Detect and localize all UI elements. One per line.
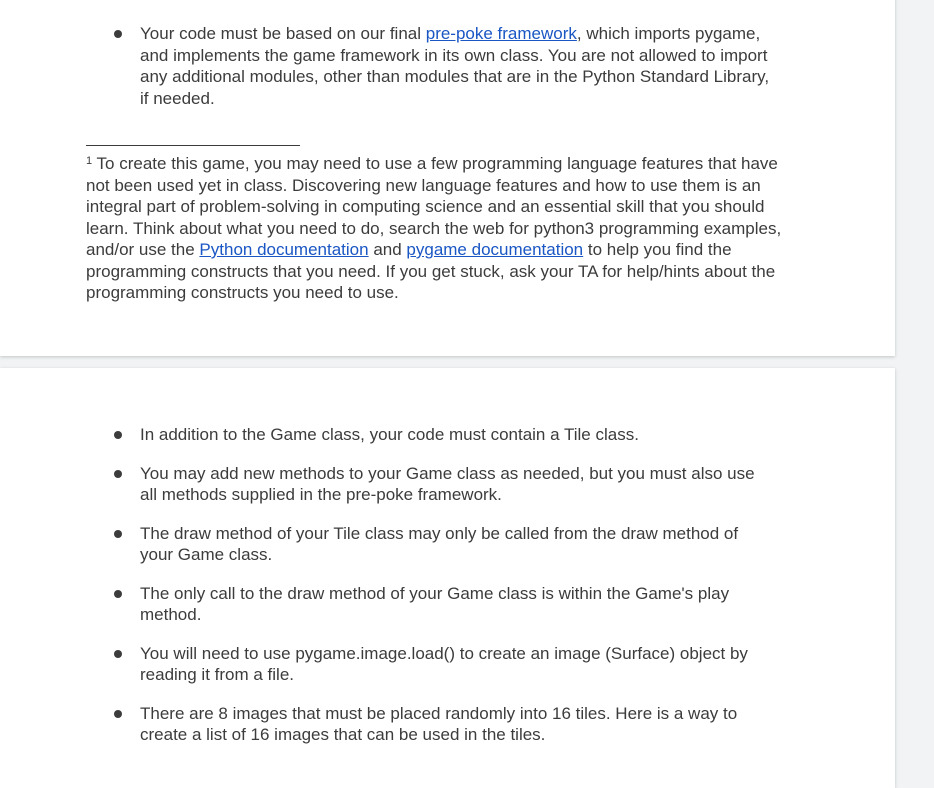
document-page-bottom: [0, 368, 895, 788]
list-item: [112, 583, 772, 626]
bullet-text-post: , which imports pygame, and implements the game framework in its own class. You are not allowed to import any additional modules, other than modules that are in the Python Standard Library, if needed.: [140, 24, 770, 108]
list-item: [112, 523, 772, 566]
bullet-dot: [114, 710, 122, 718]
footnote-separator: [86, 145, 300, 146]
bullet-dot: [114, 590, 122, 598]
list-item: [112, 23, 772, 109]
pygame-documentation-link[interactable]: pygame documentation: [406, 240, 584, 259]
bullet-dot: [114, 650, 122, 658]
python-documentation-link[interactable]: Python documentation: [199, 240, 369, 259]
list-item-text: The draw method of your Tile class may only be called from the draw method of your Game class.: [140, 523, 739, 564]
list-item: [112, 424, 772, 446]
list-item: [112, 703, 772, 746]
footnote: [86, 153, 786, 304]
document-page-top: [0, 0, 895, 356]
bullet-dot: [114, 431, 122, 439]
bullet-text-pre: Your code must be based on our final: [140, 24, 426, 43]
bullet-dot: [114, 470, 122, 478]
list-item-text: You may add new methods to your Game class as needed, but you must also use all methods supplied in the pre-poke framework.: [140, 463, 755, 504]
footnote-marker: 1: [86, 155, 93, 167]
bullet-dot: [114, 30, 122, 38]
bullet-list-top: [112, 23, 772, 109]
bullet-dot: [114, 530, 122, 538]
list-item-text: There are 8 images that must be placed randomly into 16 tiles. Here is a way to create a list of 16 images that can be used in the tiles.: [140, 703, 738, 744]
list-item: [112, 463, 772, 506]
list-item: [112, 643, 772, 686]
list-item-text: The only call to the draw method of your Game class is within the Game's play method.: [140, 583, 730, 624]
list-item-text: You will need to use pygame.image.load() to create an image (Surface) object by reading it from a file.: [140, 643, 748, 684]
footnote-text-1: To create this game, you may need to use a few programming language features that have not been used yet in class. Discovering new language features and how to use them is an integral part of problem-solving in computing science and an essential skill that you should learn. Think about what you need to do, search the web for python3 programming examples, and/or use the: [86, 154, 782, 259]
list-item-text: In addition to the Game class, your code must contain a Tile class.: [140, 425, 639, 444]
footnote-text-2: and: [368, 240, 407, 259]
pre-poke-framework-link[interactable]: pre-poke framework: [425, 24, 577, 43]
footnote-text-3: to help you find the programming constructs that you need. If you get stuck, ask your TA for help/hints about the programming constructs you need to use.: [86, 240, 776, 302]
bullet-list-requirements: [112, 424, 772, 763]
